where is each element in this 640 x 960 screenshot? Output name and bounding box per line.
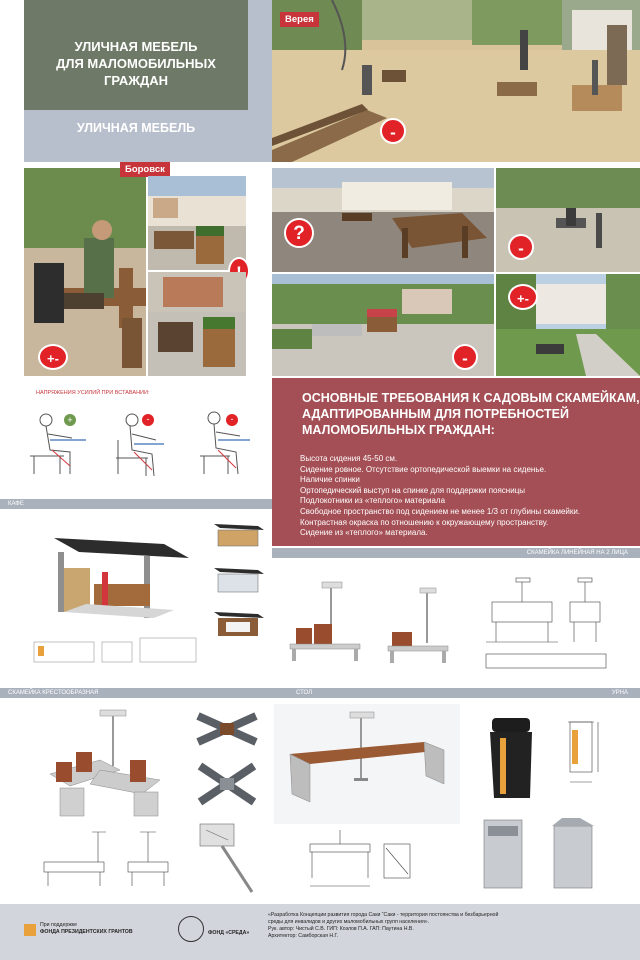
render-cafe-view-2 [208, 560, 268, 600]
requirements-heading-line-3: МАЛОМОБИЛЬНЫХ ГРАЖДАН: [302, 423, 495, 437]
photo-borovsk-chair-planter [148, 272, 246, 376]
sreda-fund-logo-text: ФОНД «СРЕДА» [208, 930, 250, 936]
render-bench-linear-front [280, 570, 380, 670]
effort-diagram [24, 386, 266, 496]
requirement-item: Подлокотники из «теплого» материала [300, 496, 446, 506]
effort-minus-mark-1: - [142, 414, 154, 426]
title-line-2: ДЛЯ МАЛОМОБИЛЬНЫХ [56, 56, 216, 71]
mark-minus-vereya: - [380, 118, 406, 144]
render-bench-linear-back [382, 584, 460, 670]
title-panel [24, 0, 248, 110]
requirement-item: Свободное пространство под сидением не менее 1/3 от глубины скамейки. [300, 506, 581, 516]
render-urn-steel-2 [540, 814, 606, 894]
title-gap [248, 0, 272, 162]
render-cafe-view-1 [208, 516, 268, 556]
left-margin [0, 0, 24, 162]
requirements-heading [272, 378, 640, 438]
subtitle-panel [24, 110, 248, 162]
requirement-item: Контрастная окраска по отношению к окружающему пространству. [300, 517, 549, 527]
render-cafe-pavilion [24, 516, 204, 682]
render-urn-steel-1 [470, 814, 536, 894]
title-line-3: ГРАЖДАН [103, 73, 169, 88]
support-line-2: ФОНДА ПРЕЗИДЕНТСКИХ ГРАНТОВ [40, 929, 133, 935]
footer-line-2: среды для инвалидов и других маломобильных групп населения». [268, 919, 430, 925]
drawing-bench-cross [34, 828, 184, 892]
effort-plus-mark: + [64, 414, 76, 426]
effort-title: НАПРЯЖЕНИЯ УСИЛИЙ ПРИ ВСТАВАНИИ: [36, 390, 150, 396]
section-label-urn: УРНА [611, 690, 628, 696]
section-bar-cafe [0, 499, 272, 509]
requirement-item: Сидение из «теплого» материала. [300, 528, 428, 538]
requirement-item: Сидение ровное. Отсутствие ортопедической выемки на сиденье. [300, 464, 547, 474]
render-bench-cross [30, 704, 180, 824]
drawing-urn [560, 712, 606, 792]
section-label-table: СТОЛ [296, 690, 313, 696]
sreda-fund-logo-icon [178, 916, 204, 942]
mark-question: ? [284, 218, 314, 248]
section-label-cafe: КАФЕ [8, 501, 24, 507]
footer-line-4: Архитектор: Самборская Н.Г. [268, 933, 339, 939]
title-line-1: УЛИЧНАЯ МЕБЕЛЬ [74, 39, 198, 54]
render-bench-cross-top-2 [190, 758, 264, 810]
support-line-1: При поддержке [40, 922, 78, 928]
render-table [274, 704, 460, 824]
effort-minus-mark-2: - [226, 414, 238, 426]
requirement-item: Ортопедический выступ на спинке для поддержки поясницы [300, 485, 526, 495]
location-label-vereya: Верея [280, 12, 319, 27]
section-bar-table [272, 688, 462, 698]
requirement-item: Наличие спинки [300, 475, 360, 485]
requirements-heading-line-1: ОСНОВНЫЕ ТРЕБОВАНИЯ К САДОВЫМ СКАМЕЙКАМ, [302, 391, 640, 405]
drawing-bench-linear [466, 572, 636, 676]
mark-minus-square: - [452, 344, 478, 370]
section-bar-urn [462, 688, 640, 698]
location-label-borovsk: Боровск [120, 162, 170, 177]
footer [0, 904, 640, 960]
render-bench-cross-detail [192, 818, 266, 894]
photo-borovsk-bench-square [148, 176, 246, 270]
render-urn-black [474, 708, 554, 808]
requirement-item: Высота сидения 45-50 см. [300, 454, 398, 463]
render-bench-cross-top-1 [190, 706, 264, 752]
mark-plusminus-park: +- [508, 284, 538, 310]
mark-minus-alley: - [508, 234, 534, 260]
requirements-list [272, 454, 640, 539]
mark-plusminus-borovsk: +- [38, 344, 68, 370]
photo-vereya-park [272, 0, 640, 162]
section-label-bench-cross: СКАМЕЙКА КРЕСТООБРАЗНАЯ [8, 690, 99, 696]
drawing-table [300, 826, 420, 896]
footer-line-3: Рук. автор: Чистый С.В. ГИП: Козлов П.А. ГАП: Паутина Н.В. [268, 926, 414, 932]
section-label-bench-linear: СКАМЕЙКА ЛИНЕЙНАЯ НА 2 ЛИЦА [526, 550, 628, 556]
grant-fund-logo-icon [24, 924, 36, 936]
grant-fund-caption [40, 922, 160, 936]
photo-borovsk-man-bench [24, 168, 146, 376]
footer-credits [268, 912, 568, 940]
section-bar-bench-cross [0, 688, 272, 698]
requirements-panel [272, 378, 640, 546]
section-bar-bench-linear [272, 548, 640, 558]
subtitle: УЛИЧНАЯ МЕБЕЛЬ [76, 121, 196, 135]
render-cafe-view-3 [208, 604, 268, 644]
requirements-heading-line-2: АДАПТИРОВАННЫМ ДЛЯ ПОТРЕБНОСТЕЙ [302, 407, 569, 421]
footer-line-1: «Разработка Концепции развития города Саки “Саки - территория постоянства и безбарьерной [268, 912, 499, 918]
